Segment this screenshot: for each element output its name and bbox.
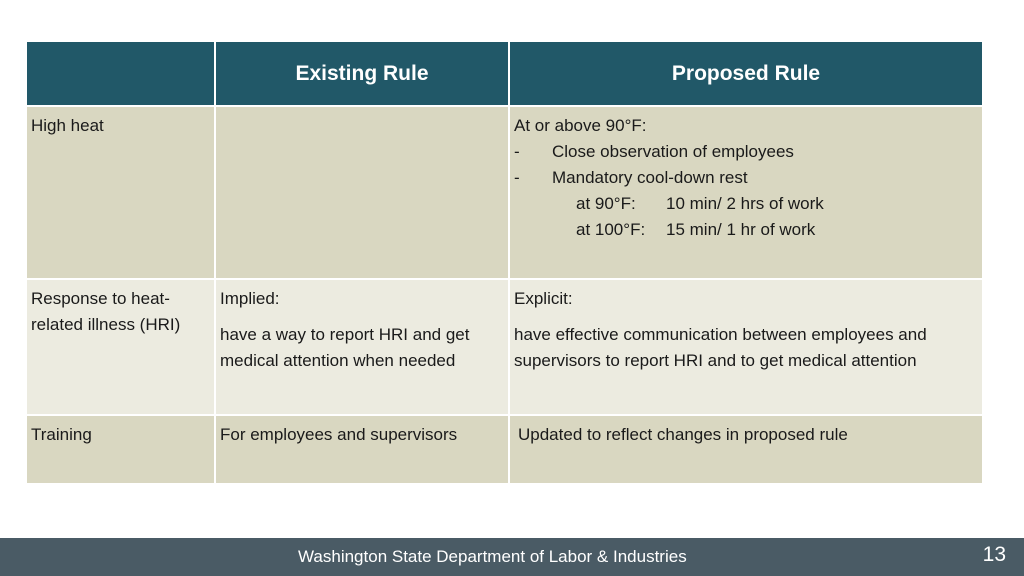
proposed-content [510,107,982,243]
proposed-text: have effective communication between employees and supervisors to report HRI and to get medical attention [514,325,927,370]
bullet-text: Mandatory cool-down rest [552,168,748,187]
table-row-hri [26,279,983,415]
existing-text: have a way to report HRI and get medical attention when needed [220,325,470,370]
table-row-high-heat [26,106,983,279]
footer-organization: Washington State Department of Labor & Industries [298,547,687,566]
proposed-intro: At or above 90°F: [514,116,647,135]
proposed-content [510,280,982,374]
list-item [514,165,978,191]
rest-schedule-item [514,217,978,243]
proposed-cell [509,106,983,279]
bullet-marker: - [514,142,520,161]
row-label-cell [26,279,215,415]
page-number: 13 [982,543,1006,566]
existing-heading: Implied: [220,289,280,308]
proposed-cell [509,415,983,484]
row-label: Training [31,425,92,444]
rest-duration: 15 min/ 1 hr of work [666,220,816,239]
comparison-table [25,40,984,485]
existing-content [216,280,508,374]
row-label-cell [26,106,215,279]
existing-text [216,107,508,113]
footer-bar [0,538,1024,576]
bullet-marker: - [514,168,520,187]
list-item [514,139,978,165]
proposed-cell [509,279,983,415]
row-label: High heat [31,116,104,135]
rest-temp: at 90°F: [576,194,636,213]
proposed-heading: Explicit: [514,289,573,308]
bullet-text: Close observation of employees [552,142,794,161]
rest-temp: at 100°F: [576,220,646,239]
header-row [26,41,983,106]
header-proposed-rule: Proposed Rule [509,41,983,106]
row-label: Response to heat-related illness (HRI) [31,289,181,334]
existing-cell [215,106,509,279]
rest-schedule-item [514,191,978,217]
existing-text: For employees and supervisors [220,425,458,444]
existing-cell [215,279,509,415]
row-label-cell [26,415,215,484]
header-empty [26,41,215,106]
header-existing-rule: Existing Rule [215,41,509,106]
table-row-training [26,415,983,484]
rest-duration: 10 min/ 2 hrs of work [666,194,824,213]
existing-cell [215,415,509,484]
proposed-text: Updated to reflect changes in proposed rule [518,425,848,444]
